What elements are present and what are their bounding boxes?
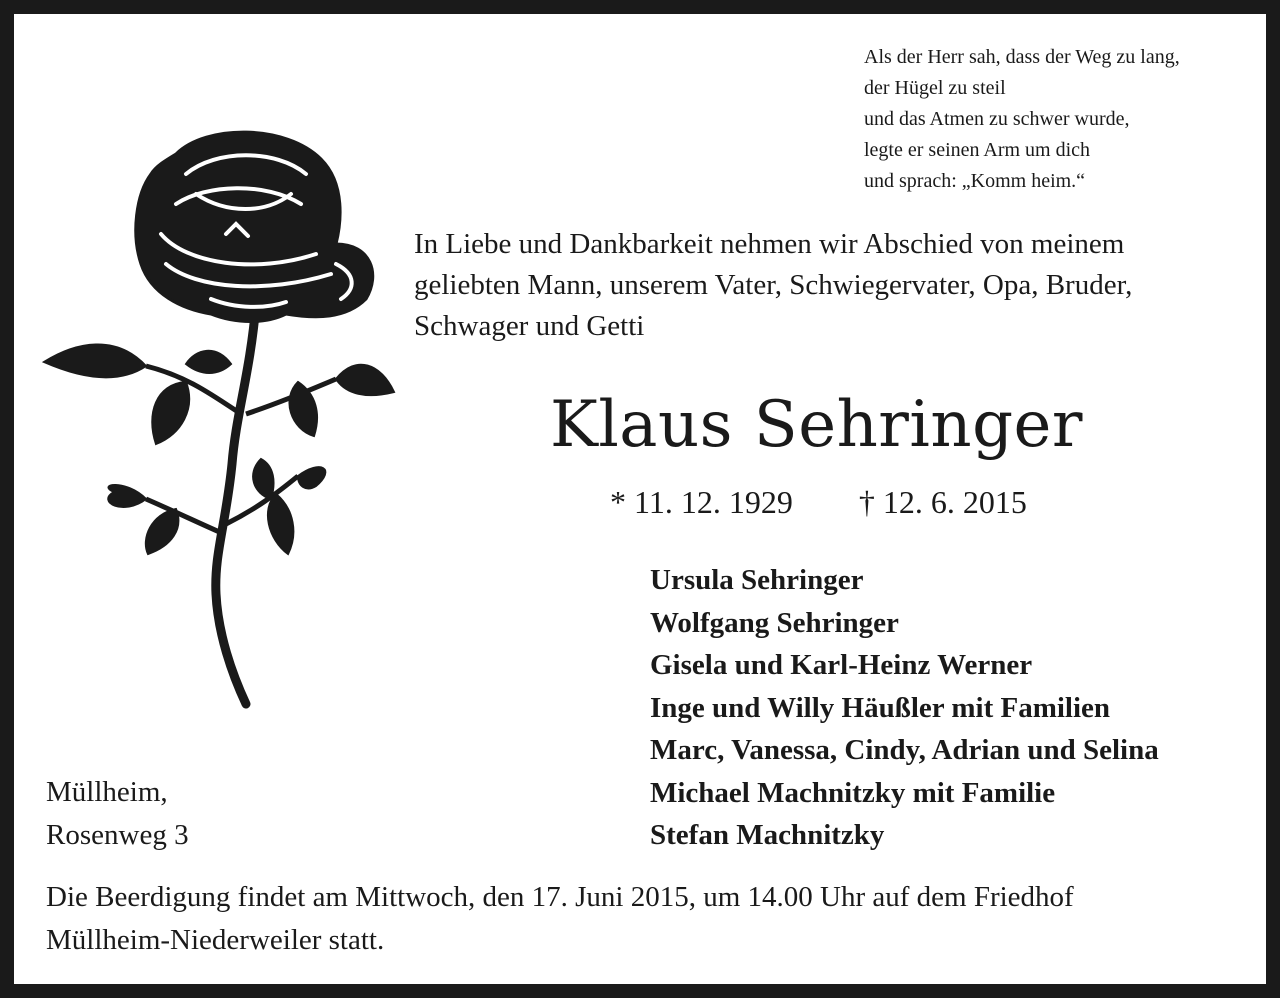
mourner: Stefan Machnitzky [650, 819, 885, 851]
poem-line: legte er seinen Arm um dich [864, 139, 1091, 161]
poem-line: Als der Herr sah, dass der Weg zu lang, [864, 46, 1180, 68]
rose-icon [36, 114, 396, 714]
obituary-notice [14, 14, 1266, 984]
birth-date: * 11. 12. 1929 [610, 484, 793, 520]
address [46, 771, 189, 856]
mourner: Ursula Sehringer [650, 564, 864, 596]
poem [864, 42, 1254, 197]
mourners-list [650, 559, 1159, 857]
death-date: † 12. 6. 2015 [858, 484, 1027, 520]
mourner: Gisela und Karl-Heinz Werner [650, 649, 1033, 681]
funeral-line: Die Beerdigung findet am Mittwoch, den 17. Juni 2015, um 14.00 Uhr auf dem Friedhof [46, 881, 1074, 913]
farewell-line: Schwager und Getti [414, 310, 645, 342]
poem-line: und sprach: „Komm heim.“ [864, 170, 1086, 192]
farewell-line: In Liebe und Dankbarkeit nehmen wir Abschied von meinem [414, 228, 1125, 260]
farewell-text [414, 224, 1254, 347]
funeral-line: Müllheim-Niederweiler statt. [46, 924, 385, 956]
mourner: Inge und Willy Häußler mit Familien [650, 691, 1111, 724]
funeral-info [46, 876, 1256, 962]
farewell-line: geliebten Mann, unserem Vater, Schwiegervater, Opa, Bruder, [414, 269, 1133, 301]
address-street: Rosenweg 3 [46, 818, 189, 851]
address-city: Müllheim, [46, 776, 168, 808]
deceased-name: Klaus Sehringer [550, 388, 1083, 462]
mourner: Marc, Vanessa, Cindy, Adrian und Selina [650, 734, 1159, 766]
poem-line: und das Atmen zu schwer wurde, [864, 108, 1130, 130]
mourner: Wolfgang Sehringer [650, 606, 899, 639]
mourner: Michael Machnitzky mit Familie [650, 776, 1056, 809]
poem-line: der Hügel zu steil [864, 77, 1006, 99]
life-dates [610, 482, 1027, 522]
